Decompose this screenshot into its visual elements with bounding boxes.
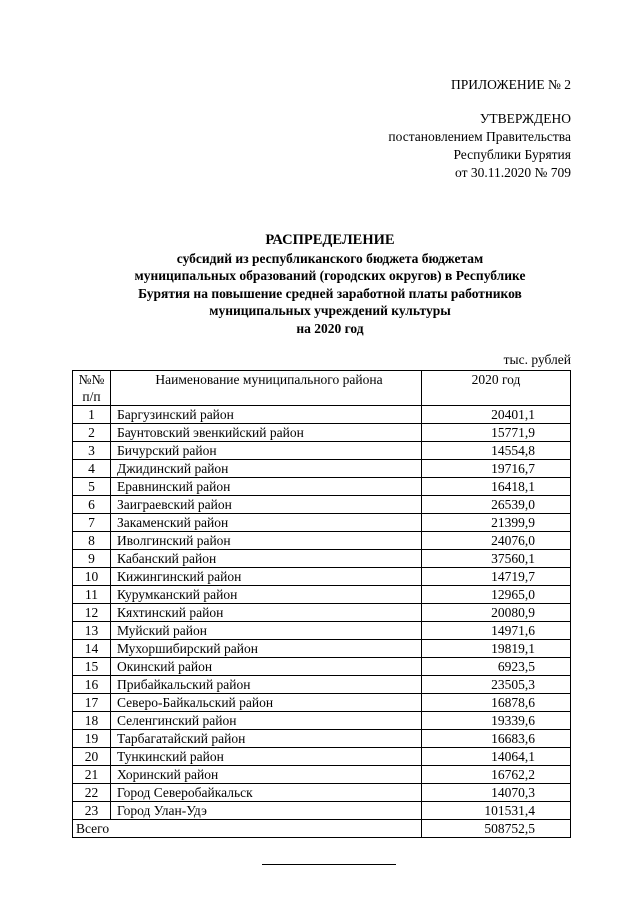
row-amount: 16683,6 <box>491 731 535 746</box>
row-amount-cell <box>422 658 571 676</box>
row-amount-cell <box>422 622 571 640</box>
row-district-name: Тункинский район <box>111 748 422 766</box>
row-number: 16 <box>73 676 111 694</box>
row-amount: 15771,9 <box>491 425 535 440</box>
row-district-name: Муйский район <box>111 622 422 640</box>
row-amount: 14719,7 <box>491 569 535 584</box>
total-row <box>73 820 571 838</box>
table-row <box>73 442 571 460</box>
row-number: 15 <box>73 658 111 676</box>
table-row <box>73 424 571 442</box>
table-row <box>73 694 571 712</box>
row-amount-cell <box>422 748 571 766</box>
row-district-name: Северо-Байкальский район <box>111 694 422 712</box>
row-amount: 16762,2 <box>491 767 535 782</box>
title-line-4: муниципальных учреждений культуры <box>209 303 451 318</box>
row-amount: 6923,5 <box>497 659 535 674</box>
row-amount: 16418,1 <box>491 479 535 494</box>
row-number: 21 <box>73 766 111 784</box>
row-number: 22 <box>73 784 111 802</box>
row-district-name: Окинский район <box>111 658 422 676</box>
table-row <box>73 532 571 550</box>
row-number: 23 <box>73 802 111 820</box>
row-district-name: Баргузинский район <box>111 406 422 424</box>
row-district-name: Кижингинский район <box>111 568 422 586</box>
row-amount: 12965,0 <box>491 587 535 602</box>
table-row <box>73 514 571 532</box>
table-header-row <box>73 371 571 406</box>
row-number: 7 <box>73 514 111 532</box>
table-row <box>73 730 571 748</box>
row-amount-cell <box>422 712 571 730</box>
table-row <box>73 748 571 766</box>
row-number: 5 <box>73 478 111 496</box>
row-amount-cell <box>422 604 571 622</box>
row-district-name: Селенгинский район <box>111 712 422 730</box>
row-district-name: Курумканский район <box>111 586 422 604</box>
total-label: Всего <box>73 820 422 838</box>
row-amount-cell <box>422 766 571 784</box>
header-name: Наименование муниципального района <box>111 371 422 406</box>
row-amount: 19819,1 <box>491 641 535 656</box>
row-amount-cell <box>422 676 571 694</box>
row-district-name: Закаменский район <box>111 514 422 532</box>
table-row <box>73 460 571 478</box>
row-amount: 19716,7 <box>491 461 535 476</box>
appendix-label: ПРИЛОЖЕНИЕ № 2 <box>450 77 571 92</box>
header-number: №№ п/п <box>73 371 111 406</box>
row-district-name: Тарбагатайский район <box>111 730 422 748</box>
row-amount-cell <box>422 640 571 658</box>
row-number: 8 <box>73 532 111 550</box>
approved-stamp: УТВЕРЖДЕНО <box>479 111 571 126</box>
row-number: 6 <box>73 496 111 514</box>
row-number: 20 <box>73 748 111 766</box>
row-amount: 23505,3 <box>491 677 535 692</box>
table-row <box>73 622 571 640</box>
row-district-name: Заиграевский район <box>111 496 422 514</box>
row-amount-cell <box>422 424 571 442</box>
row-amount-cell <box>422 478 571 496</box>
table-row <box>73 604 571 622</box>
row-number: 19 <box>73 730 111 748</box>
total-value-cell <box>422 820 571 838</box>
row-district-name: Хоринский район <box>111 766 422 784</box>
row-number: 10 <box>73 568 111 586</box>
distribution-table <box>72 370 571 838</box>
row-number: 18 <box>73 712 111 730</box>
row-amount-cell <box>422 784 571 802</box>
row-amount: 14070,3 <box>491 785 535 800</box>
table-row <box>73 640 571 658</box>
row-number: 11 <box>73 586 111 604</box>
row-district-name: Иволгинский район <box>111 532 422 550</box>
row-district-name: Кабанский район <box>111 550 422 568</box>
row-district-name: Бичурский район <box>111 442 422 460</box>
table-row <box>73 676 571 694</box>
approved-line-3: от 30.11.2020 № 709 <box>455 165 571 180</box>
row-amount: 24076,0 <box>491 533 535 548</box>
row-amount-cell <box>422 514 571 532</box>
row-district-name: Кяхтинский район <box>111 604 422 622</box>
table-row <box>73 496 571 514</box>
row-amount: 14064,1 <box>491 749 535 764</box>
title-line-1: субсидий из республиканского бюджета бюджетам <box>176 250 484 266</box>
row-amount-cell <box>422 442 571 460</box>
row-amount-cell <box>422 406 571 424</box>
row-number: 4 <box>73 460 111 478</box>
row-amount-cell <box>422 694 571 712</box>
row-number: 13 <box>73 622 111 640</box>
table-row <box>73 568 571 586</box>
row-amount-cell <box>422 532 571 550</box>
row-amount: 20401,1 <box>491 407 535 422</box>
row-number: 9 <box>73 550 111 568</box>
row-amount: 14554,8 <box>491 443 535 458</box>
table-row <box>73 550 571 568</box>
table-row <box>73 406 571 424</box>
row-amount: 21399,9 <box>491 515 535 530</box>
table-row <box>73 802 571 820</box>
table-row <box>73 766 571 784</box>
row-number: 12 <box>73 604 111 622</box>
row-district-name: Мухоршибирский район <box>111 640 422 658</box>
row-district-name: Еравнинский район <box>111 478 422 496</box>
row-number: 3 <box>73 442 111 460</box>
table-row <box>73 784 571 802</box>
table-row <box>73 658 571 676</box>
document-title <box>60 232 600 337</box>
row-amount: 20080,9 <box>491 605 535 620</box>
approved-line-1: постановлением Правительства <box>388 129 571 144</box>
row-number: 17 <box>73 694 111 712</box>
row-amount-cell <box>422 496 571 514</box>
row-amount: 14971,6 <box>491 623 535 638</box>
row-number: 2 <box>73 424 111 442</box>
row-amount: 26539,0 <box>491 497 535 512</box>
row-amount: 101531,4 <box>484 803 535 818</box>
row-amount-cell <box>422 586 571 604</box>
title-line-3: Бурятия на повышение средней заработной платы работников <box>138 285 522 301</box>
row-amount: 37560,1 <box>491 551 535 566</box>
title-main: РАСПРЕДЕЛЕНИЕ <box>265 232 395 248</box>
row-district-name: Город Северобайкальск <box>111 784 422 802</box>
row-number: 14 <box>73 640 111 658</box>
approved-line-2: Республики Бурятия <box>453 147 571 162</box>
approval-block <box>388 110 571 182</box>
row-amount: 16878,6 <box>491 695 535 710</box>
total-value: 508752,5 <box>484 821 535 836</box>
title-line-5: на 2020 год <box>296 320 364 336</box>
footer-divider <box>262 864 396 865</box>
row-amount-cell <box>422 802 571 820</box>
row-number: 1 <box>73 406 111 424</box>
row-district-name: Город Улан-Удэ <box>111 802 422 820</box>
row-amount-cell <box>422 550 571 568</box>
units-label: тыс. рублей <box>503 352 571 367</box>
table-row <box>73 478 571 496</box>
row-amount-cell <box>422 568 571 586</box>
row-amount: 19339,6 <box>491 713 535 728</box>
row-district-name: Баунтовский эвенкийский район <box>111 424 422 442</box>
row-district-name: Джидинский район <box>111 460 422 478</box>
title-line-2: муниципальных образований (городских округов) в Республике <box>134 268 526 283</box>
table-row <box>73 586 571 604</box>
table-row <box>73 712 571 730</box>
row-amount-cell <box>422 460 571 478</box>
row-amount-cell <box>422 730 571 748</box>
header-year: 2020 год <box>422 371 571 406</box>
row-district-name: Прибайкальский район <box>111 676 422 694</box>
